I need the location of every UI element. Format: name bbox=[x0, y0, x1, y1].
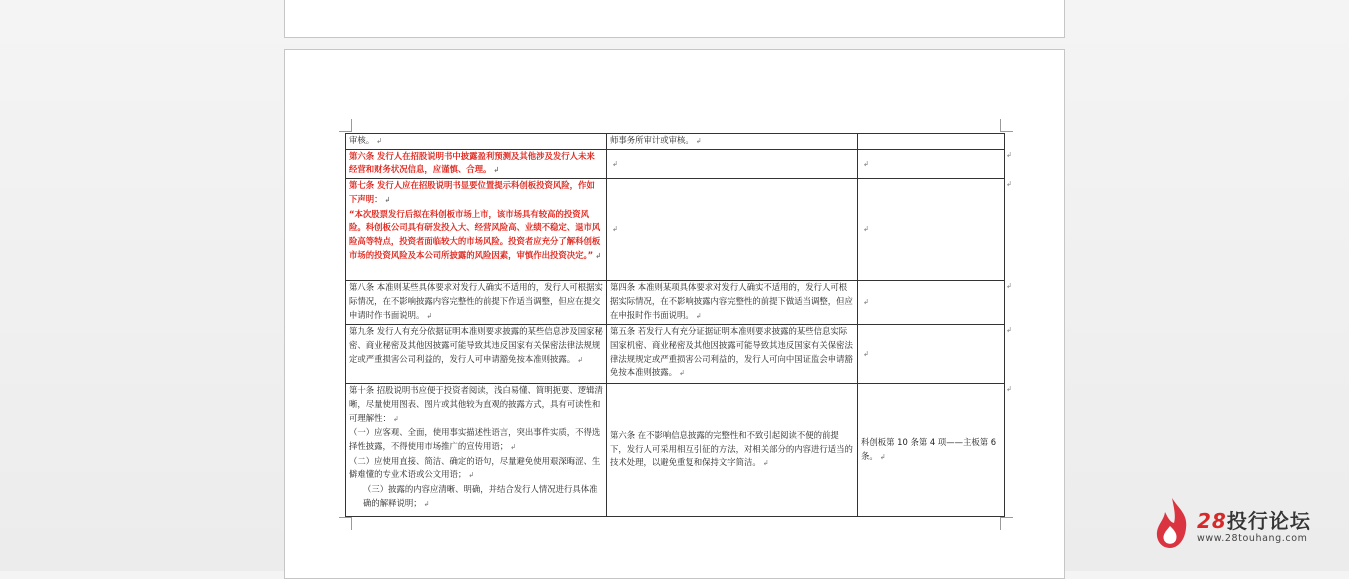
table-cell[interactable]: ↲ bbox=[858, 281, 1005, 325]
table-cell[interactable] bbox=[607, 325, 858, 384]
table-cell[interactable]: ↲ bbox=[607, 149, 858, 178]
cell-paragraph: 第十条 招股说明书应便于投资者阅读，浅白易懂、简明扼要、逻辑清晰，尽量使用图表、图片或其他较为直观的披露方式，具有可读性和可理解性： ↲ bbox=[349, 385, 603, 423]
cell-paragraph: 师事务所审计或审核。 ↲ bbox=[610, 135, 702, 145]
row-end-mark: ↲ bbox=[1006, 385, 1012, 393]
row-end-mark: ↲ bbox=[1006, 180, 1012, 188]
table-cell[interactable] bbox=[346, 281, 607, 325]
table-cell[interactable] bbox=[607, 281, 858, 325]
flame-icon bbox=[1152, 496, 1192, 550]
table-cell[interactable] bbox=[346, 134, 607, 150]
cell-paragraph: 审核。 ↲ bbox=[349, 135, 382, 145]
cell-paragraph: （三）披露的内容应清晰、明确，并结合发行人情况进行具体准确的解释说明； ↲ bbox=[363, 484, 598, 508]
watermark-title: 28投行论坛 bbox=[1197, 509, 1311, 533]
table-cell[interactable] bbox=[858, 134, 1005, 150]
cell-paragraph: 第五条 若发行人有充分证据证明本准则要求披露的某些信息实际国家机密、商业秘密及其他因披露可能导致其违反国家有关保密法律法规规定或严重损害公司利益的，发行人可向中国证监会申请豁免按本准则披露。 ↲ bbox=[610, 326, 853, 378]
cell-paragraph: 科创板第 10 条第 4 项——主板第 6 条。 ↲ bbox=[861, 436, 997, 461]
cell-paragraph: “本次股票发行后拟在科创板市场上市，该市场具有较高的投资风险。科创板公司具有研发投入大、经营风险高、业绩不稳定、退市风险高等特点，投资者面临较大的市场风险。投资者应充分了解科创板市场的投资风险及本公司所披露的风险因素，审慎作出投资决定。” ↲ bbox=[349, 208, 602, 260]
cell-paragraph: 第七条 发行人应在招股说明书显要位置提示科创板投资风险，作如下声明： ↲ bbox=[349, 180, 595, 204]
crop-mark-bottom-right bbox=[1000, 517, 1013, 530]
table-cell[interactable] bbox=[346, 325, 607, 384]
cell-paragraph: （二）应使用直接、简洁、确定的语句，尽量避免使用艰深晦涩、生僻难懂的专业术语或公文用语； ↲ bbox=[349, 455, 601, 480]
table-cell[interactable] bbox=[858, 384, 1005, 517]
crop-mark-top-left bbox=[339, 119, 352, 132]
row-end-mark: ↲ bbox=[1006, 326, 1012, 334]
table-cell[interactable]: ↲ bbox=[858, 149, 1005, 178]
comparison-table bbox=[345, 133, 1005, 517]
table-cell[interactable]: ↲ bbox=[858, 179, 1005, 281]
cell-paragraph: 第六条 发行人在招股说明书中披露盈利预测及其他涉及发行人未来经营和财务状况信息，应谨慎、合理。 ↲ bbox=[349, 150, 595, 175]
table-row bbox=[346, 134, 1005, 150]
cell-paragraph: （一）应客观、全面，使用事实描述性语言，突出事件实质，不得选择性披露，不得使用市场推广的宣传用语； ↲ bbox=[349, 427, 601, 451]
cell-paragraph: 第八条 本准则某些具体要求对发行人确实不适用的，发行人可根据实际情况，在不影响披露内容完整性的前提下作适当调整，但应在提交申请时作书面说明。 ↲ bbox=[349, 282, 603, 320]
table-cell[interactable]: ↲ bbox=[858, 325, 1005, 384]
crop-mark-top-right bbox=[1000, 119, 1013, 132]
table-row bbox=[346, 149, 1005, 178]
table-row bbox=[346, 325, 1005, 384]
table-cell[interactable] bbox=[346, 384, 607, 517]
crop-mark-bottom-left bbox=[339, 517, 352, 530]
table-cell[interactable] bbox=[346, 179, 607, 281]
row-end-mark: ↲ bbox=[1006, 282, 1012, 290]
row-end-mark: ↲ bbox=[1006, 151, 1012, 159]
previous-page bbox=[284, 0, 1065, 38]
cell-paragraph: 第六条 在不影响信息披露的完整性和不致引起阅读不便的前提下，发行人可采用相互引征的方法，对相关部分的内容进行适当的技术处理，以避免重复和保持文字简洁。 ↲ bbox=[610, 430, 853, 468]
table-cell[interactable] bbox=[607, 134, 858, 150]
table-row bbox=[346, 281, 1005, 325]
table-row bbox=[346, 384, 1005, 517]
table-cell[interactable] bbox=[346, 149, 607, 178]
cell-paragraph: 第四条 本准则某项具体要求对发行人确实不适用的，发行人可根据实际情况，在不影响披露内容完整性的前提下做适当调整，但应在申报时作书面说明。 ↲ bbox=[610, 282, 853, 320]
table-cell[interactable] bbox=[607, 384, 858, 517]
cell-paragraph: 第九条 发行人有充分依据证明本准则要求披露的某些信息涉及国家秘密、商业秘密及其他因披露可能导致其违反国家有关保密法律法规规定或严重损害公司利益的，发行人可申请豁免按本准则披露。 ↲ bbox=[349, 326, 603, 364]
table-cell[interactable]: ↲ bbox=[607, 179, 858, 281]
table-row bbox=[346, 179, 1005, 281]
watermark-url: www.28touhang.com bbox=[1197, 533, 1308, 544]
forum-watermark bbox=[1152, 496, 1332, 552]
